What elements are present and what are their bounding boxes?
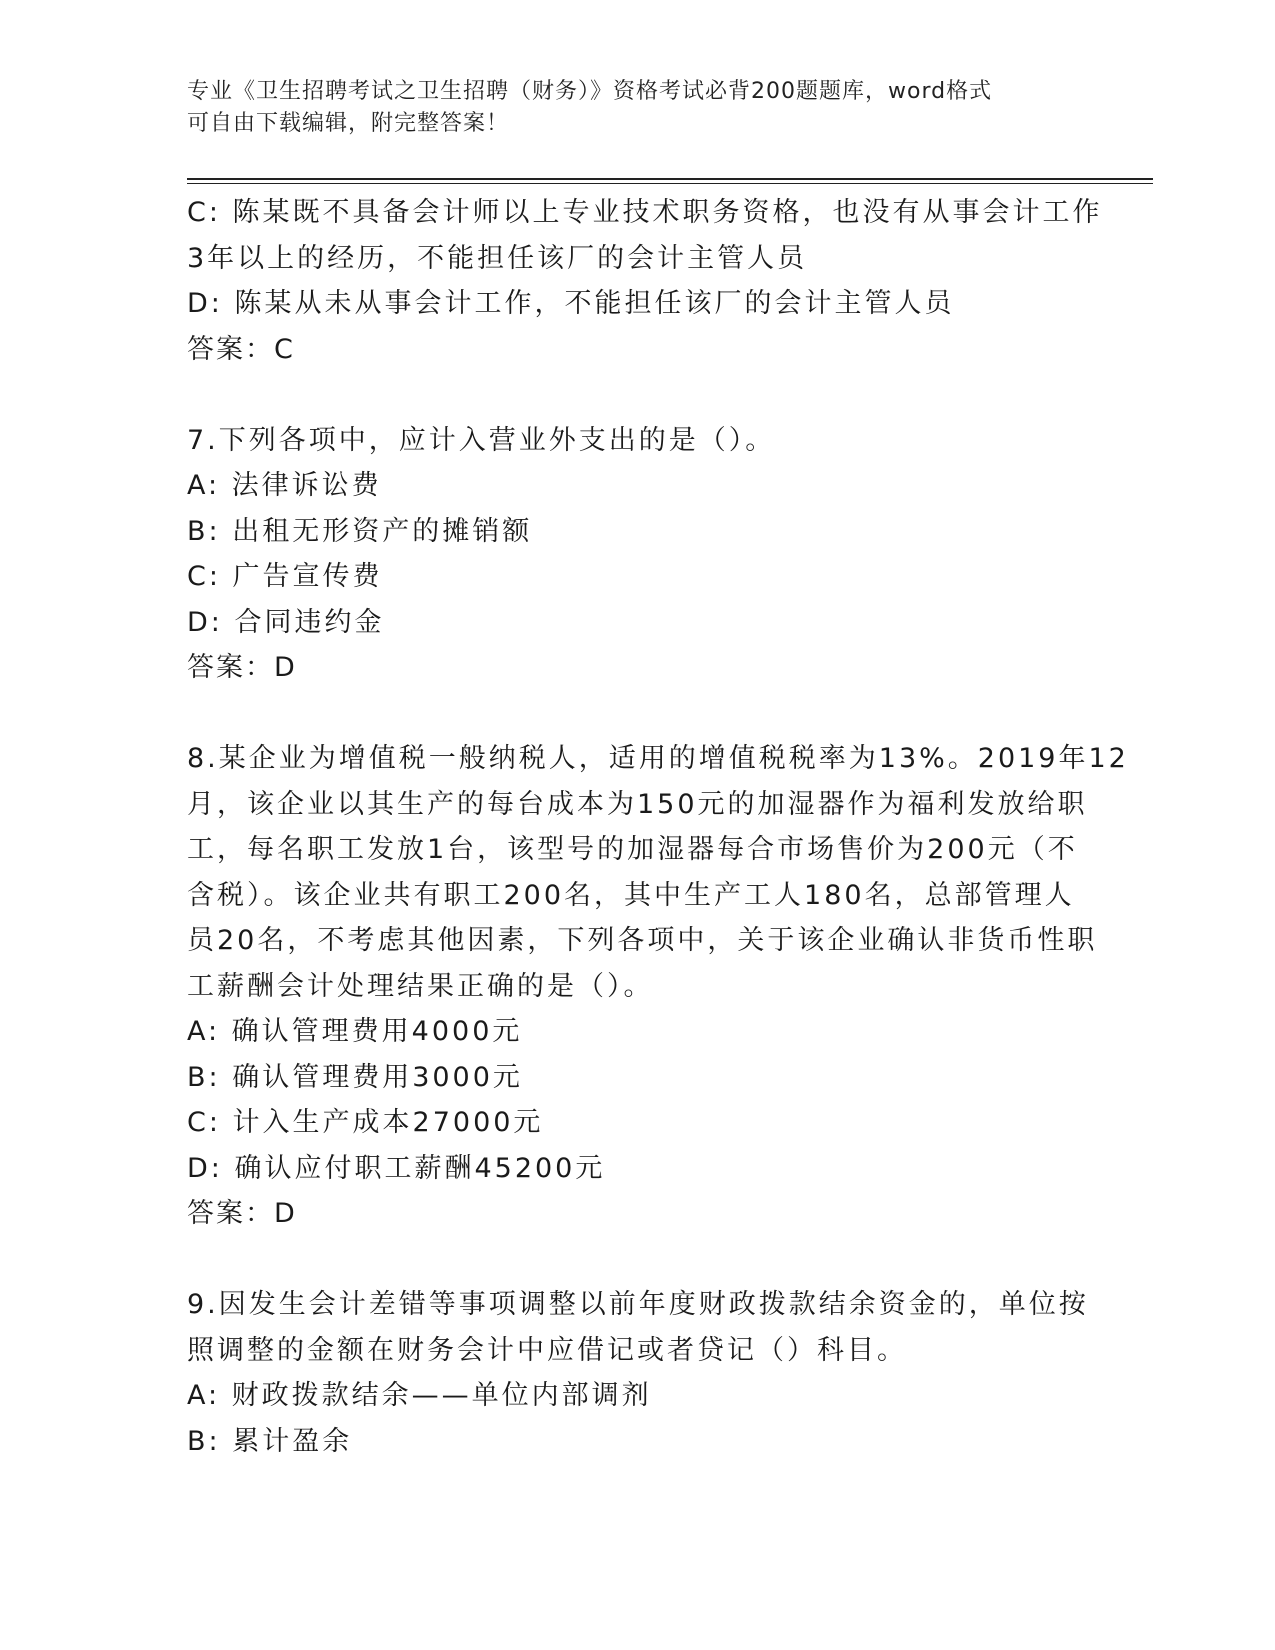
- q6-option-c-line-1: C: 陈某既不具备会计师以上专业技术职务资格，也没有从事会计工作: [187, 197, 1103, 228]
- header-divider-thick: [187, 178, 1153, 180]
- q8-answer: 答案：D: [187, 1198, 297, 1229]
- q8-stem-line-5: 员20名，不考虑其他因素，下列各项中，关于该企业确认非货币性职: [187, 925, 1098, 956]
- q8-stem-line-3: 工，每名职工发放1台，该型号的加湿器每合市场售价为200元（不: [187, 834, 1078, 865]
- document-header: [187, 76, 1067, 140]
- question-6-tail: [187, 190, 1103, 372]
- q9-stem-line-2: 照调整的金额在财务会计中应借记或者贷记（）科目。: [187, 1334, 907, 1366]
- header-line-1: 专业《卫生招聘考试之卫生招聘（财务）》资格考试必背200题题库，word格式: [187, 79, 993, 104]
- q9-stem-line-1: 9.因发生会计差错等事项调整以前年度财政拨款结余资金的，单位按: [187, 1289, 1089, 1320]
- header-line-2: 可自由下载编辑，附完整答案！: [187, 111, 510, 136]
- spacer: [187, 372, 1067, 418]
- q8-option-a: A: 确认管理费用4000元: [187, 1016, 523, 1047]
- q7-option-b: B: 出租无形资产的摊销额: [187, 515, 533, 547]
- q8-stem-line-1: 8.某企业为增值税一般纳税人，适用的增值税税率为13%。2019年12: [187, 743, 1129, 774]
- q7-stem: 7.下列各项中，应计入营业外支出的是（）。: [187, 424, 776, 456]
- q7-option-c: C: 广告宣传费: [187, 561, 383, 592]
- q7-option-d: D: 合同违约金: [187, 606, 385, 638]
- q8-option-d: D: 确认应付职工薪酬45200元: [187, 1152, 606, 1184]
- q7-answer: 答案：D: [187, 652, 297, 683]
- question-7: [187, 418, 1067, 691]
- question-content: [187, 190, 1129, 1464]
- header-divider-thin: [187, 183, 1153, 184]
- spacer: [187, 1237, 1067, 1283]
- q9-option-b: B: 累计盈余: [187, 1425, 353, 1457]
- spacer: [187, 691, 1067, 737]
- question-8: [187, 736, 1129, 1237]
- q9-option-a: A: 财政拨款结余——单位内部调剂: [187, 1380, 652, 1411]
- q8-option-b: B: 确认管理费用3000元: [187, 1061, 523, 1093]
- q7-option-a: A: 法律诉讼费: [187, 470, 382, 501]
- q6-option-c-line-2: 3年以上的经历，不能担任该厂的会计主管人员: [187, 242, 808, 274]
- q6-answer: 答案：C: [187, 333, 295, 365]
- q8-stem-line-6: 工薪酬会计处理结果正确的是（）。: [187, 970, 654, 1002]
- q8-option-c: C: 计入生产成本27000元: [187, 1107, 544, 1138]
- question-9: [187, 1282, 1089, 1464]
- q6-option-d: D: 陈某从未从事会计工作，不能担任该厂的会计主管人员: [187, 288, 955, 319]
- q8-stem-line-2: 月，该企业以其生产的每台成本为150元的加湿器作为福利发放给职: [187, 788, 1088, 820]
- q8-stem-line-4: 含税）。该企业共有职工200名，其中生产工人180名，总部管理人: [187, 879, 1075, 911]
